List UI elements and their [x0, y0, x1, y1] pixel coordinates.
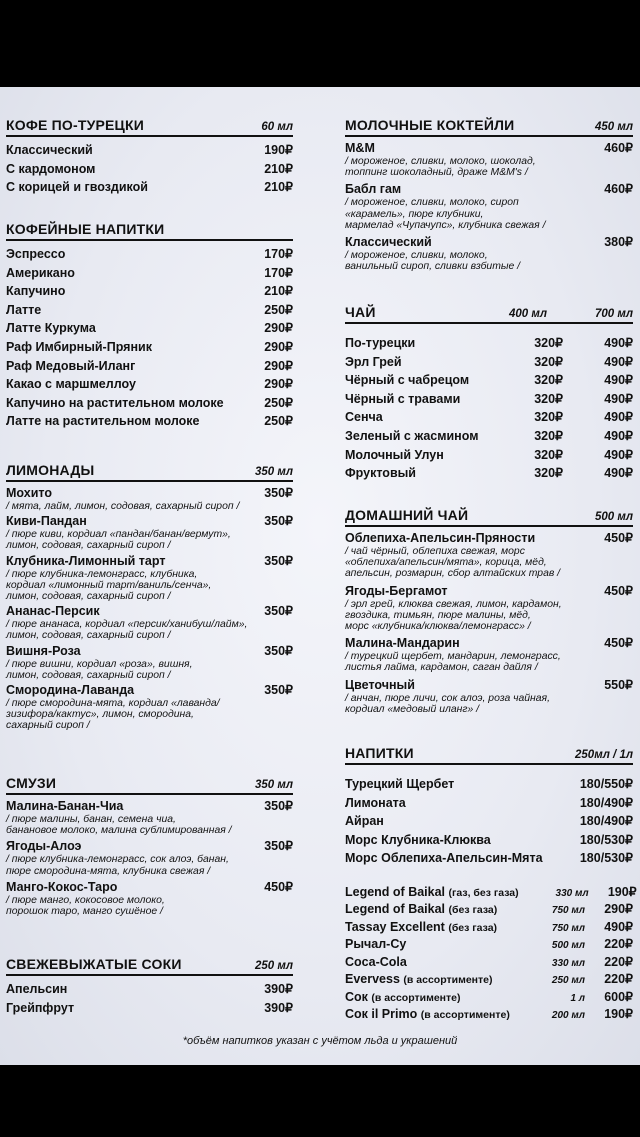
menu-section: [6, 460, 293, 732]
item-volume: 750 мл: [551, 922, 585, 934]
item-name: Фруктовый: [345, 466, 416, 481]
item-price: 350₽: [264, 604, 293, 619]
section-title: ДОМАШНИЙ ЧАЙ: [345, 507, 469, 523]
menu-item: [345, 408, 633, 427]
item-name: Смородина-Лаванда: [6, 683, 135, 698]
section-volume: 350 мл: [254, 466, 293, 478]
item-note: (в ассортименте): [403, 974, 493, 987]
item-name: [345, 936, 406, 955]
menu-item: [6, 357, 293, 376]
section-header: [6, 219, 293, 241]
item-price: 350₽: [264, 799, 293, 813]
menu-item: [345, 141, 633, 178]
item-description: / эрл грей, клюква свежая, лимон, кардамон, гвоздика, тимьян, пюре малины, мёд, морс «клубника/клюква/лемонграсс» /: [345, 598, 562, 633]
item-price-small: 320₽: [534, 410, 563, 425]
item-price: 350₽: [264, 839, 293, 854]
menu-item: [6, 604, 293, 641]
item-price: 290₽: [264, 321, 293, 336]
section-title: НАПИТКИ: [345, 745, 414, 761]
item-name: Какао с маршмеллоу: [6, 377, 136, 392]
item-name: Латте Куркума: [6, 321, 96, 336]
item-price: 210₽: [264, 161, 293, 176]
menu-item: [345, 989, 633, 1007]
section-volume: 350 мл: [254, 779, 293, 791]
item-price-large: 490₽: [604, 336, 633, 350]
menu-item: [6, 301, 293, 320]
menu-item: [6, 644, 293, 681]
item-name: Лимоната: [345, 795, 406, 810]
item-volume: 500 мл: [551, 940, 585, 952]
item-name: [345, 1006, 510, 1025]
item-name: Вишня-Роза: [6, 643, 81, 658]
item-name: Апельсин: [6, 982, 68, 996]
item-name: Латте: [6, 302, 42, 317]
menu-item: [345, 371, 633, 390]
section-header: [6, 460, 293, 482]
menu-item: [345, 464, 633, 483]
section-volume: 250мл / 1л: [575, 749, 633, 761]
menu-item: [345, 971, 633, 989]
item-description: / пюре клубника-лемонграсс, сок алоэ, банан, пюре смородина-мята, клубника свежая /: [6, 854, 229, 877]
menu-item: [345, 636, 633, 673]
item-price: 380₽: [604, 235, 633, 250]
item-name: С корицей и гвоздикой: [6, 180, 148, 195]
menu-item: [6, 338, 293, 357]
menu-item: [345, 531, 633, 580]
item-price-large: 490₽: [604, 466, 633, 481]
item-name: [345, 971, 493, 990]
item-price: 290₽: [604, 902, 633, 917]
item-name: Капучино: [6, 284, 66, 299]
item-price: 180/530₽: [579, 832, 633, 847]
item-name: Грейпфрут: [6, 1000, 75, 1015]
item-note: (в ассортименте): [420, 1009, 510, 1022]
menu-item: [345, 353, 633, 372]
item-note: (без газа): [448, 921, 498, 934]
menu-item: [6, 486, 293, 512]
menu-item: [6, 160, 293, 179]
item-price: 220₽: [604, 954, 633, 969]
menu-section: [6, 115, 293, 197]
item-volume: 750 мл: [551, 905, 585, 917]
item-price: 210₽: [264, 284, 293, 299]
item-price: 180/490₽: [579, 814, 633, 829]
item-volume: 200 мл: [551, 1010, 585, 1022]
item-price-large: 490₽: [604, 447, 633, 462]
item-price: 220₽: [604, 972, 633, 987]
menu-item: [345, 390, 633, 409]
menu-item: [6, 683, 293, 732]
item-price: 350₽: [264, 514, 293, 529]
item-note: (газ, без газа): [448, 886, 519, 899]
item-label: Evervess: [345, 972, 400, 987]
item-name: Классический: [6, 143, 93, 157]
item-price-small: 320₽: [534, 447, 563, 462]
item-description: / турецкий щербет, мандарин, лемонграсс, листья лайма, кардамон, саган дайля /: [345, 651, 561, 674]
item-volume: 250 мл: [551, 975, 585, 987]
item-price-large: 490₽: [604, 373, 633, 388]
menu-item: [345, 235, 633, 272]
item-name: Облепиха-Апельсин-Пряности: [345, 531, 536, 545]
item-price: 450₽: [604, 636, 633, 651]
item-description: / пюре вишни, кордиал «роза», вишня, лимон, содовая, сахарный сироп /: [6, 658, 193, 681]
menu-section: [6, 773, 293, 917]
item-price: 450₽: [604, 531, 633, 545]
menu-item: [6, 264, 293, 283]
item-name: Айран: [345, 814, 384, 829]
item-price: 180/550₽: [579, 777, 633, 791]
item-price: 250₽: [264, 395, 293, 410]
item-price-large: 490₽: [604, 391, 633, 406]
section-header: [345, 302, 633, 324]
item-price: 210₽: [264, 180, 293, 195]
item-price: 290₽: [264, 358, 293, 373]
menu-section: [345, 302, 633, 483]
menu-item: [345, 182, 633, 231]
menu-item: [345, 775, 633, 794]
item-name: Клубника-Лимонный тарт: [6, 553, 166, 568]
section-title: СВЕЖЕВЫЖАТЫЕ СОКИ: [6, 956, 182, 972]
item-name: Бабл гам: [345, 182, 402, 197]
menu-item: [345, 427, 633, 446]
item-name: [345, 954, 407, 973]
section-volume: 500 мл: [594, 511, 633, 523]
menu-item: [6, 514, 293, 551]
item-price: 180/490₽: [579, 795, 633, 810]
item-description: / мороженое, сливки, молоко, шоколад, топпинг шоколадный, драже M&M's /: [345, 156, 536, 179]
section-header: [6, 954, 293, 976]
menu-item: [6, 319, 293, 338]
item-price-large: 490₽: [604, 354, 633, 369]
item-price: 190₽: [607, 884, 637, 899]
item-price: 350₽: [264, 486, 293, 500]
menu-item: [6, 178, 293, 197]
menu-item: [345, 446, 633, 465]
item-description: / анчан, пюре личи, сок алоэ, роза чайная, кордиал «медовый иланг» /: [345, 692, 550, 715]
item-volume: 330 мл: [555, 887, 589, 899]
menu-item: [345, 678, 633, 715]
section-header: [6, 773, 293, 795]
item-name: [345, 919, 497, 938]
menu-item: [345, 936, 633, 954]
item-price: 250₽: [264, 414, 293, 429]
menu-item: [345, 794, 633, 813]
item-description: / мята, лайм, лимон, содовая, сахарный сироп /: [6, 501, 240, 512]
section-title: КОФЕЙНЫЕ НАПИТКИ: [6, 221, 165, 237]
item-price: 190₽: [264, 143, 293, 157]
section-header: [6, 115, 293, 137]
item-description: / пюре манго, кокосовое молоко, порошок таро, манго сушёное /: [6, 894, 165, 918]
item-price-small: 320₽: [534, 428, 563, 443]
item-name: Манго-Кокос-Таро: [6, 879, 118, 894]
item-name: По-турецки: [345, 336, 416, 350]
item-name: Раф Имбирный-Пряник: [6, 339, 152, 354]
item-note: (без газа): [448, 904, 498, 917]
section-title: ЛИМОНАДЫ: [6, 462, 95, 478]
menu-section: [345, 115, 633, 272]
item-name: Классический: [345, 235, 432, 250]
volume-small: 400 мл: [508, 308, 547, 320]
item-price: 290₽: [264, 339, 293, 354]
item-price: 490₽: [604, 919, 633, 934]
menu-item: [345, 831, 633, 850]
item-name: Раф Медовый-Иланг: [6, 358, 136, 373]
menu-item: [6, 245, 293, 264]
section-title: КОФЕ ПО-ТУРЕЦКИ: [6, 117, 144, 133]
menu-item: [6, 141, 293, 160]
item-price: 250₽: [264, 302, 293, 317]
menu-item: [6, 375, 293, 394]
menu-item: [6, 554, 293, 603]
menu-item: [345, 334, 633, 353]
item-name: Малина-Мандарин: [345, 636, 460, 651]
item-price: 350₽: [264, 683, 293, 698]
menu-item: [345, 954, 633, 972]
item-name: С кардомоном: [6, 161, 96, 176]
item-price: 170₽: [264, 247, 293, 261]
item-name: Морс Облепиха-Апельсин-Мята: [345, 851, 543, 866]
item-volume: 330 мл: [551, 957, 585, 969]
section-header: [345, 115, 633, 137]
item-price: 290₽: [264, 377, 293, 392]
item-label: Рычал-Су: [345, 937, 407, 952]
item-price: 190₽: [604, 1007, 633, 1022]
item-name: Чёрный с чабрецом: [345, 373, 470, 388]
menu-section: [6, 219, 293, 431]
menu-page: [0, 87, 640, 1065]
section-volume: 60 мл: [261, 121, 293, 133]
section-title: ЧАЙ: [345, 304, 376, 320]
item-description: / мороженое, сливки, молоко, ванильный сироп, сливки взбитые /: [345, 250, 521, 273]
item-description: / пюре киви, кордиал «пандан/банан/вермут», лимон, содовая, сахарный сироп /: [6, 529, 231, 552]
bottled-drinks: [345, 884, 637, 1024]
item-name: Ягоды-Бергамот: [345, 583, 448, 598]
item-name: Ягоды-Алоэ: [6, 839, 82, 854]
menu-item: [6, 799, 293, 836]
item-name: Американо: [6, 265, 75, 280]
item-name: [345, 989, 461, 1008]
item-price: 460₽: [604, 182, 633, 197]
item-label: Сок: [345, 989, 368, 1004]
item-price: 550₽: [604, 677, 633, 692]
item-name: Ананас-Персик: [6, 604, 100, 619]
item-price: 220₽: [604, 937, 633, 952]
item-description: / мороженое, сливки, молоко, сироп «карамель», пюре клубники, мармелад «Чупачупс», клубника свежая /: [345, 197, 546, 231]
menu-item: [345, 919, 633, 937]
item-name: Турецкий Щербет: [345, 777, 455, 791]
item-name: Чёрный с травами: [345, 391, 461, 406]
item-price-large: 490₽: [604, 410, 633, 425]
section-header: [345, 505, 633, 527]
item-price: 390₽: [264, 982, 293, 996]
section-header: [345, 743, 633, 765]
item-price: 600₽: [604, 989, 633, 1004]
menu-item: [345, 849, 633, 868]
menu-item: [345, 812, 633, 831]
menu-item: [6, 394, 293, 413]
menu-item: [345, 584, 633, 633]
item-label: Tassay Excellent: [345, 919, 445, 934]
item-name: Зеленый с жасмином: [345, 428, 479, 443]
section-volume: 450 мл: [594, 121, 633, 133]
item-description: / пюре малины, банан, семена чиа, банановое молоко, малина сублимированная /: [6, 814, 232, 837]
item-price-small: 320₽: [534, 354, 563, 369]
item-price: 170₽: [264, 265, 293, 280]
item-description: / пюре клубника-лемонграсс, клубника, кордиал «лимонный тарт/ваниль/сенча», лимон, содовая, сахарный сироп /: [6, 568, 212, 603]
item-name: M&M: [345, 141, 375, 155]
item-name: Эспрессо: [6, 247, 66, 261]
menu-section: [345, 743, 637, 1024]
item-name: Киви-Пандан: [6, 514, 87, 529]
item-name: Цветочный: [345, 677, 415, 692]
item-name: Капучино на растительном молоке: [6, 395, 224, 410]
item-price: 350₽: [264, 553, 293, 568]
footnote: *объём напитков указан с учётом льда и украшений: [182, 1035, 458, 1047]
item-label: Legend of Baikal: [345, 902, 446, 917]
menu-item: [6, 412, 293, 431]
item-label: Legend of Baikal: [345, 884, 446, 899]
section-title: СМУЗИ: [6, 775, 57, 791]
item-description: / пюре ананаса, кордиал «персик/ханибуш/лайм», лимон, содовая, сахарный сироп /: [6, 619, 248, 642]
item-name: Мохито: [6, 486, 52, 500]
item-name: Сенча: [345, 410, 383, 425]
menu-item: [6, 980, 293, 999]
section-volume: 250 мл: [254, 960, 293, 972]
item-volume: 1 л: [570, 992, 585, 1004]
item-name: Молочный Улун: [345, 447, 444, 462]
item-price-small: 320₽: [534, 466, 563, 481]
item-name: Морс Клубника-Клюква: [345, 832, 491, 847]
item-name: [345, 901, 497, 920]
menu-section: [6, 954, 293, 1017]
item-price: 350₽: [264, 643, 293, 658]
section-volumes: [461, 308, 633, 320]
item-note: (в ассортименте): [371, 991, 461, 1004]
item-description: / пюре смородина-мята, кордиал «лаванда/ зизифора/кактус», лимон, смородина, сахарный сироп /: [6, 698, 220, 732]
menu-item: [6, 880, 293, 917]
item-price: 460₽: [604, 141, 633, 155]
item-price: 180/530₽: [579, 851, 633, 866]
menu-section: [345, 505, 633, 715]
menu-item: [345, 1006, 633, 1024]
item-name: Малина-Банан-Чиа: [6, 799, 124, 813]
item-description: / чай чёрный, облепиха свежая, морс «облепиха/апельсин/мята», корица, мёд, апельсин, розмарин, сбор алтайских трав /: [345, 546, 561, 580]
item-name: Эрл Грей: [345, 354, 402, 369]
menu-item: [345, 901, 633, 919]
item-name: Латте на растительном молоке: [6, 414, 200, 429]
section-title: МОЛОЧНЫЕ КОКТЕЙЛИ: [345, 117, 515, 133]
item-price-small: 320₽: [534, 336, 563, 350]
item-price: 450₽: [604, 583, 633, 598]
item-price-small: 320₽: [534, 373, 563, 388]
item-price-small: 320₽: [534, 391, 563, 406]
menu-item: [6, 282, 293, 301]
item-price: 450₽: [264, 879, 293, 894]
menu-item: [345, 884, 637, 902]
item-price-large: 490₽: [604, 428, 633, 443]
item-label: Сок il Primo: [345, 1007, 418, 1022]
item-name: [345, 884, 519, 903]
volume-large: 700 мл: [594, 308, 633, 320]
item-label: Coca-Cola: [345, 954, 407, 969]
item-price: 390₽: [264, 1000, 293, 1015]
menu-item: [6, 999, 293, 1018]
menu-item: [6, 839, 293, 876]
